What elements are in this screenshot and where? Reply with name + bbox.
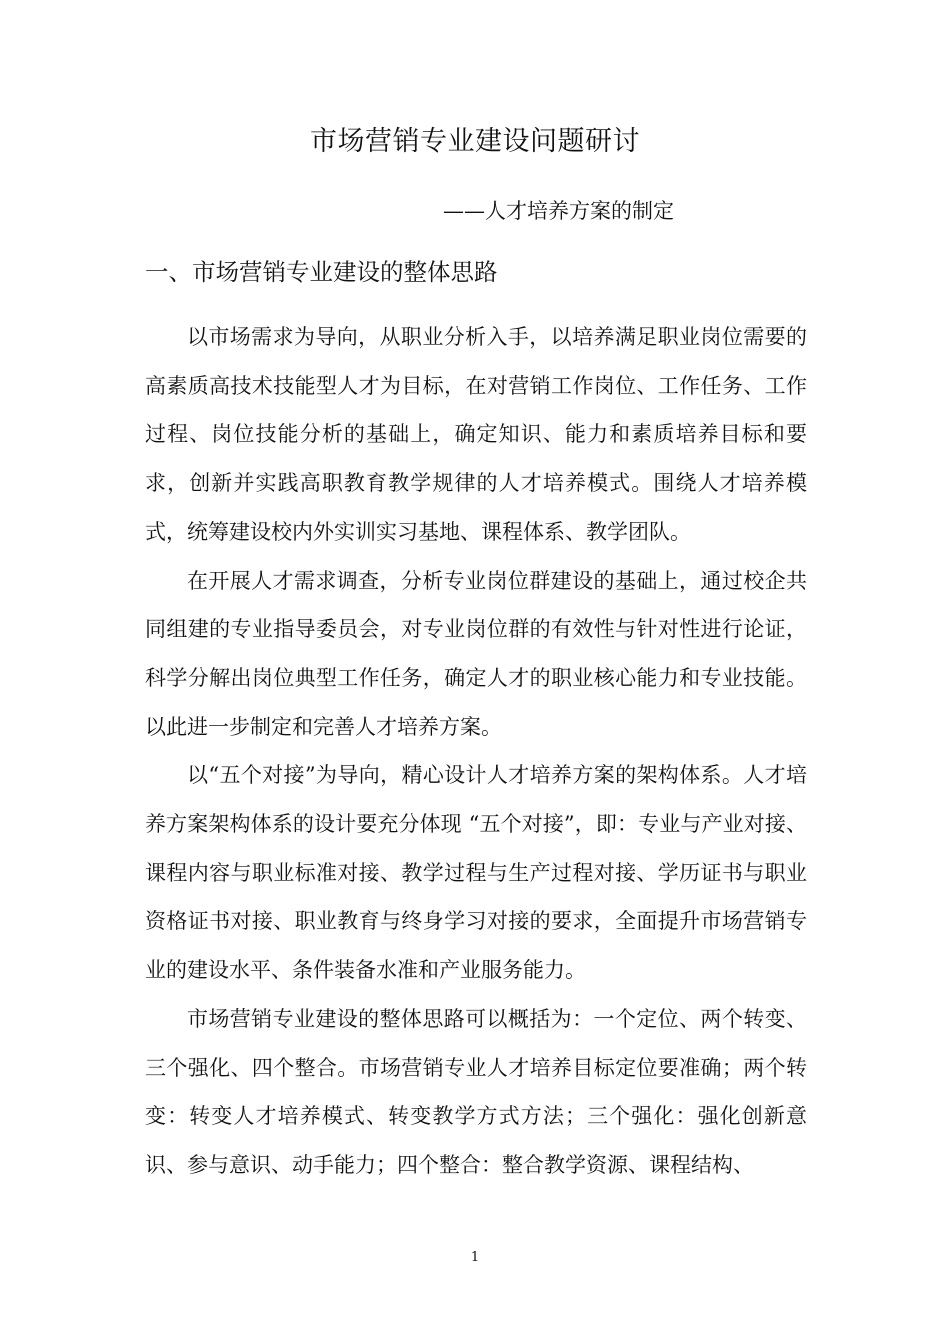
paragraph: 市场营销专业建设的整体思路可以概括为：一个定位、两个转变、三个强化、四个整合。市场营销专业人才培养目标定位要准确；两个转变：转变人才培养模式、转变教学方式方法；三个强化：强化创新意识、参与意识、动手能力；四个整合：整合教学资源、课程结构、	[145, 1006, 807, 1177]
section-heading: 一、市场营销专业建设的整体思路	[145, 258, 498, 286]
paragraph: 以“五个对接”为导向，精心设计人才培养方案的架构体系。人才培养方案架构体系的设计要充分体现 “五个对接”，即：专业与产业对接、课程内容与职业标准对接、教学过程与生产过程对接、学历证书与职业资格证书对接、职业教育与终身学习对接的要求，全面提升市场营销专业的建设水平、条件装备水准和产业服务能力。	[145, 763, 807, 983]
paragraph: 在开展人才需求调查，分析专业岗位群建设的基础上，通过校企共同组建的专业指导委员会，对专业岗位群的有效性与针对性进行论证，科学分解出岗位典型工作任务，确定人才的职业核心能力和专业技能。以此进一步制定和完善人才培养方案。	[145, 568, 807, 739]
document-title: 市场营销专业建设问题研讨	[310, 126, 640, 157]
paragraph: 以市场需求为导向，从职业分析入手，以培养满足职业岗位需要的高素质高技术技能型人才为目标，在对营销工作岗位、工作任务、工作过程、岗位技能分析的基础上，确定知识、能力和素质培养目标和要求，创新并实践高职教育教学规律的人才培养模式。围绕人才培养模式，统筹建设校内外实训实习基地、课程体系、教学团队。	[145, 325, 807, 544]
page-number: 1	[470, 1250, 480, 1265]
body-text	[145, 313, 807, 1190]
document-subtitle: ——人才培养方案的制定	[443, 199, 674, 223]
